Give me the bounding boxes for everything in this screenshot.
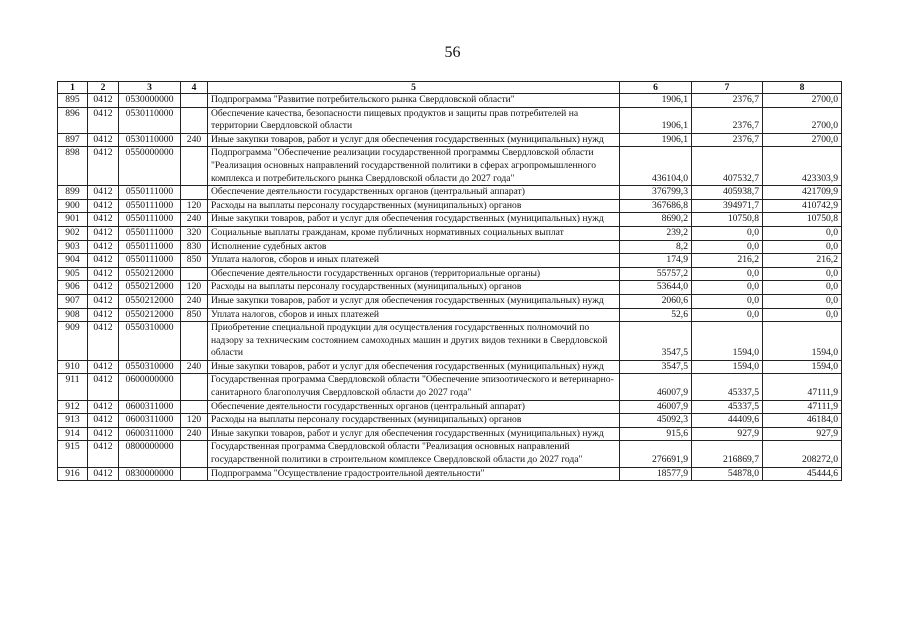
expense-type-cell: 830 [181,240,208,254]
table-row [58,94,842,108]
table-row [58,414,842,428]
amount-cell: 2376,7 [692,107,763,133]
table-row [58,308,842,322]
section-code-cell: 0412 [88,308,119,322]
item-name-cell: Расходы на выплаты персоналу государственных (муниципальных) органов [208,281,620,295]
section-code-cell: 0412 [88,107,119,133]
row-number-cell: 911 [58,374,88,400]
target-article-cell: 0800000000 [119,441,181,467]
row-number-cell: 905 [58,267,88,281]
amount-cell: 10750,8 [763,213,842,227]
section-code-cell: 0412 [88,374,119,400]
item-name-cell: Иные закупки товаров, работ и услуг для обеспечения государственных (муниципальных) нужд [208,360,620,374]
target-article-cell: 0550111000 [119,186,181,200]
table-row [58,427,842,441]
item-name-cell: Подпрограмма "Развитие потребительского рынка Свердловской области" [208,94,620,108]
amount-cell: 54878,0 [692,467,763,481]
row-number-cell: 916 [58,467,88,481]
section-code-cell: 0412 [88,186,119,200]
section-code-cell: 0412 [88,213,119,227]
item-name-cell: Обеспечение качества, безопасности пищевых продуктов и защиты прав потребителей на территории Свердловской области [208,107,620,133]
amount-cell: 45092,3 [620,414,692,428]
table-row [58,360,842,374]
expense-type-cell [181,467,208,481]
target-article-cell: 0530000000 [119,94,181,108]
item-name-cell: Уплата налогов, сборов и иных платежей [208,308,620,322]
header-cell: 7 [692,82,763,94]
expense-type-cell [181,322,208,361]
header-cell: 3 [119,82,181,94]
row-number-cell: 902 [58,226,88,240]
amount-cell: 394971,7 [692,199,763,213]
row-number-cell: 912 [58,400,88,414]
item-name-cell: Иные закупки товаров, работ и услуг для обеспечения государственных (муниципальных) нужд [208,133,620,147]
row-number-cell: 906 [58,281,88,295]
item-name-cell: Исполнение судебных актов [208,240,620,254]
header-cell: 8 [763,82,842,94]
item-name-cell: Государственная программа Свердловской области "Обеспечение эпизоотического и ветеринарно-санитарного благополучия Свердловской области до 2027 года" [208,374,620,400]
expense-type-cell [181,441,208,467]
table-row [58,213,842,227]
section-code-cell: 0412 [88,427,119,441]
item-name-cell: Подпрограмма "Осуществление градостроительной деятельности" [208,467,620,481]
expense-type-cell: 120 [181,414,208,428]
target-article-cell: 0550310000 [119,360,181,374]
table-row [58,467,842,481]
item-name-cell: Расходы на выплаты персоналу государственных (муниципальных) органов [208,199,620,213]
item-name-cell: Обеспечение деятельности государственных органов (центральный аппарат) [208,400,620,414]
section-code-cell: 0412 [88,360,119,374]
target-article-cell: 0600000000 [119,374,181,400]
table-row [58,107,842,133]
row-number-cell: 909 [58,322,88,361]
amount-cell: 239,2 [620,226,692,240]
expense-type-cell [181,267,208,281]
amount-cell: 1594,0 [692,322,763,361]
section-code-cell: 0412 [88,414,119,428]
target-article-cell: 0530110000 [119,107,181,133]
expense-type-cell [181,400,208,414]
amount-cell: 18577,9 [620,467,692,481]
expense-type-cell: 240 [181,294,208,308]
amount-cell: 53644,0 [620,281,692,295]
section-code-cell: 0412 [88,240,119,254]
amount-cell: 2376,7 [692,133,763,147]
section-code-cell: 0412 [88,226,119,240]
row-number-cell: 898 [58,147,88,186]
table-body [58,94,842,481]
amount-cell: 1906,1 [620,107,692,133]
item-name-cell: Обеспечение деятельности государственных органов (территориальные органы) [208,267,620,281]
header-cell: 5 [208,82,620,94]
item-name-cell: Обеспечение деятельности государственных органов (центральный аппарат) [208,186,620,200]
row-number-cell: 901 [58,213,88,227]
target-article-cell: 0550212000 [119,308,181,322]
amount-cell: 423303,9 [763,147,842,186]
expense-type-cell: 240 [181,133,208,147]
amount-cell: 1906,1 [620,94,692,108]
amount-cell: 3547,5 [620,322,692,361]
amount-cell: 405938,7 [692,186,763,200]
target-article-cell: 0550111000 [119,199,181,213]
target-article-cell: 0550111000 [119,254,181,268]
header-cell: 4 [181,82,208,94]
table-row [58,199,842,213]
row-number-cell: 914 [58,427,88,441]
amount-cell: 45444,6 [763,467,842,481]
amount-cell: 55757,2 [620,267,692,281]
row-number-cell: 910 [58,360,88,374]
amount-cell: 47111,9 [763,374,842,400]
expense-type-cell [181,94,208,108]
expense-type-cell: 850 [181,254,208,268]
amount-cell: 1594,0 [763,360,842,374]
amount-cell: 2700,0 [763,94,842,108]
section-code-cell: 0412 [88,400,119,414]
header-row [58,82,842,94]
row-number-cell: 915 [58,441,88,467]
expense-type-cell: 240 [181,213,208,227]
item-name-cell: Социальные выплаты гражданам, кроме публичных нормативных социальных выплат [208,226,620,240]
target-article-cell: 0600311000 [119,427,181,441]
expense-type-cell: 240 [181,427,208,441]
budget-table [57,81,842,481]
amount-cell: 915,6 [620,427,692,441]
item-name-cell: Уплата налогов, сборов и иных платежей [208,254,620,268]
table-row [58,267,842,281]
amount-cell: 47111,9 [763,400,842,414]
header-cell: 6 [620,82,692,94]
amount-cell: 174,9 [620,254,692,268]
page-number: 56 [444,44,461,61]
amount-cell: 276691,9 [620,441,692,467]
amount-cell: 0,0 [692,226,763,240]
amount-cell: 1906,1 [620,133,692,147]
amount-cell: 3547,5 [620,360,692,374]
amount-cell: 216869,7 [692,441,763,467]
amount-cell: 0,0 [692,281,763,295]
section-code-cell: 0412 [88,133,119,147]
amount-cell: 0,0 [763,308,842,322]
section-code-cell: 0412 [88,254,119,268]
table-row [58,147,842,186]
amount-cell: 46007,9 [620,374,692,400]
amount-cell: 2376,7 [692,94,763,108]
amount-cell: 436104,0 [620,147,692,186]
target-article-cell: 0550310000 [119,322,181,361]
amount-cell: 216,2 [692,254,763,268]
table-row [58,186,842,200]
section-code-cell: 0412 [88,322,119,361]
amount-cell: 1594,0 [763,322,842,361]
amount-cell: 8690,2 [620,213,692,227]
amount-cell: 410742,9 [763,199,842,213]
amount-cell: 216,2 [763,254,842,268]
item-name-cell: Иные закупки товаров, работ и услуг для обеспечения государственных (муниципальных) нужд [208,213,620,227]
amount-cell: 1594,0 [692,360,763,374]
target-article-cell: 0550000000 [119,147,181,186]
section-code-cell: 0412 [88,441,119,467]
amount-cell: 927,9 [763,427,842,441]
table-row [58,441,842,467]
header-cell: 1 [58,82,88,94]
amount-cell: 421709,9 [763,186,842,200]
amount-cell: 2060,6 [620,294,692,308]
amount-cell: 0,0 [763,267,842,281]
amount-cell: 0,0 [692,308,763,322]
table-row [58,322,842,361]
row-number-cell: 900 [58,199,88,213]
table-row [58,240,842,254]
expense-type-cell [181,186,208,200]
target-article-cell: 0550111000 [119,226,181,240]
item-name-cell: Иные закупки товаров, работ и услуг для обеспечения государственных (муниципальных) нужд [208,427,620,441]
expense-type-cell: 320 [181,226,208,240]
section-code-cell: 0412 [88,467,119,481]
row-number-cell: 907 [58,294,88,308]
item-name-cell: Приобретение специальной продукции для осуществления государственных полномочий по надзору за техническим состоянием самоходных машин и других видов техники в Свердловской области [208,322,620,361]
section-code-cell: 0412 [88,267,119,281]
amount-cell: 45337,5 [692,374,763,400]
amount-cell: 0,0 [763,294,842,308]
target-article-cell: 0550111000 [119,213,181,227]
table-row [58,400,842,414]
expense-type-cell: 240 [181,360,208,374]
amount-cell: 45337,5 [692,400,763,414]
item-name-cell: Подпрограмма "Обеспечение реализации государственной программы Свердловской области "Реализация основных направлений государственной политики в сферах агропромышленного комплекса и потребительского рынка Свердловской области до 2027 года" [208,147,620,186]
amount-cell: 927,9 [692,427,763,441]
row-number-cell: 903 [58,240,88,254]
amount-cell: 0,0 [692,294,763,308]
amount-cell: 10750,8 [692,213,763,227]
amount-cell: 2700,0 [763,133,842,147]
amount-cell: 8,2 [620,240,692,254]
expense-type-cell: 120 [181,199,208,213]
target-article-cell: 0530110000 [119,133,181,147]
table-row [58,374,842,400]
row-number-cell: 908 [58,308,88,322]
amount-cell: 52,6 [620,308,692,322]
row-number-cell: 913 [58,414,88,428]
item-name-cell: Расходы на выплаты персоналу государственных (муниципальных) органов [208,414,620,428]
amount-cell: 46184,0 [763,414,842,428]
section-code-cell: 0412 [88,199,119,213]
amount-cell: 208272,0 [763,441,842,467]
item-name-cell: Иные закупки товаров, работ и услуг для обеспечения государственных (муниципальных) нужд [208,294,620,308]
target-article-cell: 0550111000 [119,240,181,254]
target-article-cell: 0550212000 [119,294,181,308]
amount-cell: 44409,6 [692,414,763,428]
amount-cell: 46007,9 [620,400,692,414]
table-row [58,133,842,147]
table-row [58,226,842,240]
expense-type-cell: 120 [181,281,208,295]
target-article-cell: 0600311000 [119,414,181,428]
target-article-cell: 0600311000 [119,400,181,414]
section-code-cell: 0412 [88,94,119,108]
table-row [58,294,842,308]
target-article-cell: 0550212000 [119,281,181,295]
expense-type-cell [181,147,208,186]
section-code-cell: 0412 [88,281,119,295]
target-article-cell: 0830000000 [119,467,181,481]
row-number-cell: 904 [58,254,88,268]
section-code-cell: 0412 [88,147,119,186]
amount-cell: 0,0 [763,281,842,295]
amount-cell: 0,0 [692,240,763,254]
row-number-cell: 895 [58,94,88,108]
table-row [58,254,842,268]
row-number-cell: 897 [58,133,88,147]
header-cell: 2 [88,82,119,94]
expense-type-cell [181,374,208,400]
section-code-cell: 0412 [88,294,119,308]
target-article-cell: 0550212000 [119,267,181,281]
amount-cell: 2700,0 [763,107,842,133]
row-number-cell: 896 [58,107,88,133]
amount-cell: 0,0 [763,240,842,254]
expense-type-cell: 850 [181,308,208,322]
item-name-cell: Государственная программа Свердловской области "Реализация основных направлений государственной политики в строительном комплексе Свердловской области до 2027 года" [208,441,620,467]
row-number-cell: 899 [58,186,88,200]
expense-type-cell [181,107,208,133]
amount-cell: 0,0 [692,267,763,281]
amount-cell: 376799,3 [620,186,692,200]
amount-cell: 367686,8 [620,199,692,213]
amount-cell: 407532,7 [692,147,763,186]
table-row [58,281,842,295]
amount-cell: 0,0 [763,226,842,240]
